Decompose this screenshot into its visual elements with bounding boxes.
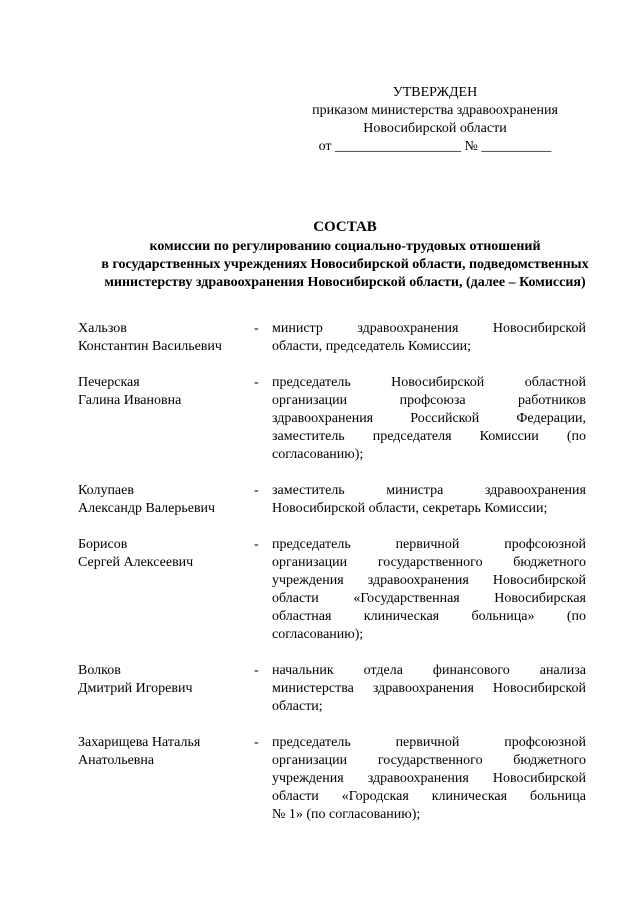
member-entry (78, 536, 588, 644)
document-heading (60, 218, 630, 292)
member-role (272, 482, 586, 518)
role-word: Новосибирской (391, 375, 485, 390)
role-text-line (272, 374, 586, 392)
member-name (78, 662, 248, 698)
role-word: Новосибирской (492, 771, 586, 786)
role-text-line (272, 482, 586, 500)
role-word: областная (272, 609, 332, 624)
member-surname: Хальзов (78, 321, 127, 336)
role-text-line (272, 320, 586, 338)
role-word: государственного (377, 555, 483, 570)
role-word: учреждения (272, 573, 344, 588)
role-text-line (272, 806, 586, 824)
role-word: согласованию); (272, 447, 364, 462)
role-word: первичной (395, 537, 460, 552)
member-surname: Волков (78, 663, 121, 678)
role-word: области; (272, 699, 323, 714)
role-word: профсоюзной (504, 537, 586, 552)
member-surname: Печерская (78, 375, 140, 390)
approval-line-region: Новосибирской области (363, 121, 507, 136)
role-text-line (272, 662, 586, 680)
member-given-names: Дмитрий Игоревич (78, 681, 193, 696)
heading-title: СОСТАВ (313, 219, 377, 235)
member-entry (78, 482, 588, 518)
member-given-names: Сергей Алексеевич (78, 555, 194, 570)
role-word: учреждения (272, 771, 344, 786)
role-word: больница» (471, 609, 535, 624)
member-given-names: Анатольевна (78, 753, 155, 768)
role-word: здравоохранения (367, 771, 469, 786)
role-word: работников (518, 393, 586, 408)
role-word: анализа (539, 663, 586, 678)
role-text-line (272, 338, 586, 356)
role-text-line (272, 680, 586, 698)
member-dash: - (254, 321, 259, 336)
role-word: председатель (272, 537, 351, 552)
member-entry (78, 374, 588, 464)
role-word: организации (272, 393, 348, 408)
role-word: начальник (272, 663, 334, 678)
approval-line-date-number: от __________________ № __________ (318, 139, 552, 154)
member-name (78, 320, 248, 356)
role-text-line (272, 410, 586, 428)
role-text-line (272, 536, 586, 554)
role-text-line (272, 788, 586, 806)
role-word: заместитель (272, 429, 345, 444)
role-word: области (272, 789, 319, 804)
role-word: организации (272, 753, 348, 768)
approval-line-order: приказом министерства здравоохранения (312, 103, 558, 118)
role-word: Новосибирская (494, 591, 586, 606)
role-word: Новосибирской области, секретарь Комиссии; (272, 501, 548, 516)
member-name (78, 536, 248, 572)
role-text-line (272, 428, 586, 446)
role-word: Комиссии (479, 429, 539, 444)
role-text-line (272, 626, 586, 644)
role-text-line (272, 392, 586, 410)
member-surname: Колупаев (78, 483, 134, 498)
member-role (272, 320, 586, 356)
role-word: председатель (272, 375, 351, 390)
member-entry (78, 662, 588, 716)
role-text-line (272, 608, 586, 626)
heading-line-1: комиссии по регулированию социально-трудовых отношений (149, 239, 541, 254)
role-text-line (272, 554, 586, 572)
member-given-names: Александр Валерьевич (78, 501, 216, 516)
member-entry (78, 320, 588, 356)
role-text-line (272, 590, 586, 608)
role-word: области (272, 591, 319, 606)
role-word: председателя (372, 429, 452, 444)
role-word: клиническая (363, 609, 440, 624)
member-given-names: Галина Ивановна (78, 393, 182, 408)
role-word: Новосибирской (492, 573, 586, 588)
role-word: областной (524, 375, 586, 390)
role-word: области, председатель Комиссии; (272, 339, 472, 354)
role-word: здравоохранения (367, 573, 469, 588)
role-word: согласованию); (272, 627, 364, 642)
member-entry (78, 734, 588, 824)
role-word: «Городская (341, 789, 409, 804)
member-surname: Борисов (78, 537, 128, 552)
role-word: министр (272, 321, 323, 336)
role-word: (по (566, 609, 586, 624)
role-text-line (272, 770, 586, 788)
approval-title: УТВЕРЖДЕН (392, 85, 478, 100)
role-text-line (272, 446, 586, 464)
role-word: организации (272, 555, 348, 570)
role-word: государственного (377, 753, 483, 768)
role-word: отдела (363, 663, 403, 678)
role-word: председатель (272, 735, 351, 750)
role-word: бюджетного (513, 753, 586, 768)
role-word: Федерации, (516, 411, 586, 426)
role-word: заместитель (272, 483, 345, 498)
role-text-line (272, 500, 586, 518)
member-dash: - (254, 483, 259, 498)
member-dash: - (254, 537, 259, 552)
role-word: больница (530, 789, 586, 804)
member-role (272, 374, 586, 464)
heading-line-3: министерству здравоохранения Новосибирской области, (далее – Комиссия) (104, 275, 586, 290)
approval-block (285, 84, 585, 156)
heading-line-2: в государственных учреждениях Новосибирской области, подведомственных (101, 257, 589, 272)
role-word: Новосибирской (492, 681, 586, 696)
role-word: первичной (395, 735, 460, 750)
role-word: «Государственная (353, 591, 460, 606)
member-dash: - (254, 375, 259, 390)
role-word: Новосибирской (492, 321, 586, 336)
role-word: здравоохранения (357, 321, 459, 336)
role-word: здравоохранения (484, 483, 586, 498)
role-word: профсоюзной (504, 735, 586, 750)
role-word: министра (386, 483, 444, 498)
member-name (78, 734, 248, 770)
role-word: Российской (410, 411, 480, 426)
role-text-line (272, 698, 586, 716)
role-word: министерства (272, 681, 354, 696)
role-word: профсоюза (399, 393, 466, 408)
member-role (272, 662, 586, 716)
member-role (272, 734, 586, 824)
role-text-line (272, 734, 586, 752)
commission-members-list (78, 320, 588, 842)
member-dash: - (254, 663, 259, 678)
role-word: финансового (432, 663, 510, 678)
member-dash: - (254, 735, 259, 750)
member-name (78, 374, 248, 410)
role-text-line (272, 572, 586, 590)
role-word: (по (566, 429, 586, 444)
member-surname: Захарищева Наталья (78, 735, 201, 750)
role-word: клиническая (431, 789, 508, 804)
member-name (78, 482, 248, 518)
role-text-line (272, 752, 586, 770)
role-word: здравоохранения (272, 411, 374, 426)
role-word: бюджетного (513, 555, 586, 570)
member-given-names: Константин Васильевич (78, 339, 222, 354)
member-role (272, 536, 586, 644)
role-word: № 1» (по согласованию); (272, 807, 421, 822)
role-word: здравоохранения (372, 681, 474, 696)
